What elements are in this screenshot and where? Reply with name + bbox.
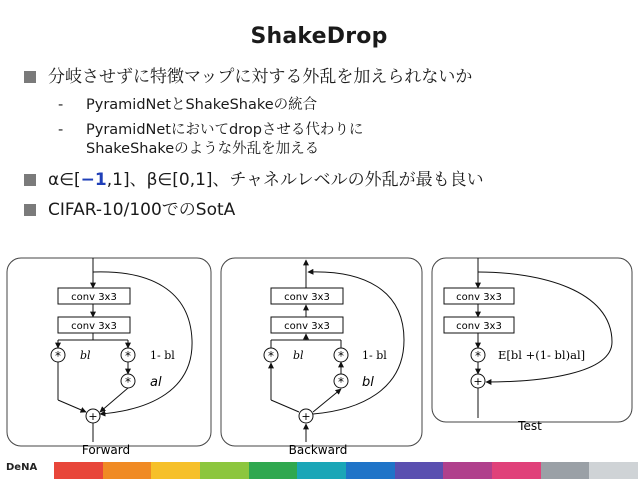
bullet-list (22, 66, 632, 229)
conv-label: conv 3x3 (71, 292, 117, 303)
multiply-symbol: * (338, 349, 344, 363)
conv-label: conv 3x3 (456, 292, 502, 303)
bullet-text-suffix: ,1]、β∈[0,1]、チャネルレベルの外乱が最も良い (106, 170, 484, 190)
stripe-segment (541, 462, 590, 479)
bullet-item (22, 169, 632, 191)
gate-label: 1- bl (150, 349, 175, 362)
bullet-square-icon (24, 204, 36, 216)
multiply-symbol: * (338, 375, 344, 389)
bullet-text-prefix: α∈[ (48, 170, 81, 190)
stripe-segment (103, 462, 152, 479)
noise-label: bl (362, 375, 374, 390)
sub-bullet-item (22, 121, 632, 140)
stripe-segment (395, 462, 444, 479)
test-caption: Test (518, 419, 542, 433)
bullet-item (22, 199, 632, 221)
multiply-symbol: * (268, 349, 274, 363)
sub-bullet-text: PyramidNetにおいてdropさせる代わりに (86, 122, 364, 138)
stripe-segment (589, 462, 638, 479)
conv-label: conv 3x3 (456, 321, 502, 332)
gate-label: 1- bl (362, 349, 387, 362)
dena-logo: DeNA (6, 462, 38, 473)
stripe-segment (249, 462, 298, 479)
add-symbol: + (88, 410, 98, 423)
test-panel (432, 258, 632, 433)
multiply-symbol: * (125, 349, 131, 363)
gate-label: bl (80, 349, 91, 362)
bullet-square-icon (24, 71, 36, 83)
stripe-segment (200, 462, 249, 479)
stripe-segment (492, 462, 541, 479)
stripe-segment (346, 462, 395, 479)
conv-label: conv 3x3 (71, 321, 117, 332)
bullet-text: CIFAR-10/100でのSotA (48, 200, 236, 220)
bullet-item (22, 66, 632, 88)
add-symbol: + (301, 410, 311, 423)
conv-label: conv 3x3 (284, 321, 330, 332)
shakedrop-diagram (0, 250, 638, 460)
slide-title: ShakeDrop (250, 24, 388, 49)
sub-bullet-text: ShakeShakeのような外乱を加える (86, 141, 320, 157)
stripe-segment (151, 462, 200, 479)
add-symbol: + (473, 375, 483, 388)
expectation-label: E[bl +(1- bl)al] (498, 348, 586, 362)
multiply-symbol: * (475, 349, 481, 363)
conv-label: conv 3x3 (284, 292, 330, 303)
dash-icon: - (58, 122, 64, 138)
forward-panel (7, 258, 211, 457)
bullet-text-highlight: −1 (80, 170, 107, 190)
stripe-segment (297, 462, 346, 479)
bullet-square-icon (24, 174, 36, 186)
gate-label: bl (293, 349, 304, 362)
sub-bullet-text: PyramidNetとShakeShakeの統合 (86, 97, 318, 113)
multiply-symbol: * (125, 375, 131, 389)
backward-caption: Backward (288, 443, 348, 457)
forward-frame (7, 258, 211, 446)
test-frame (432, 258, 632, 422)
backward-panel (221, 258, 422, 457)
backward-frame (221, 258, 422, 446)
sub-bullet-continuation (22, 140, 632, 159)
stripe-segment (443, 462, 492, 479)
stripe-segment (54, 462, 103, 479)
sub-bullet-item (22, 96, 632, 115)
footer-color-stripe (54, 462, 638, 479)
dash-icon: - (58, 97, 64, 113)
multiply-symbol: * (55, 349, 61, 363)
bullet-text: 分岐させずに特徴マップに対する外乱を加えられないか (48, 67, 473, 87)
forward-caption: Forward (81, 443, 131, 457)
noise-label: al (150, 375, 162, 390)
